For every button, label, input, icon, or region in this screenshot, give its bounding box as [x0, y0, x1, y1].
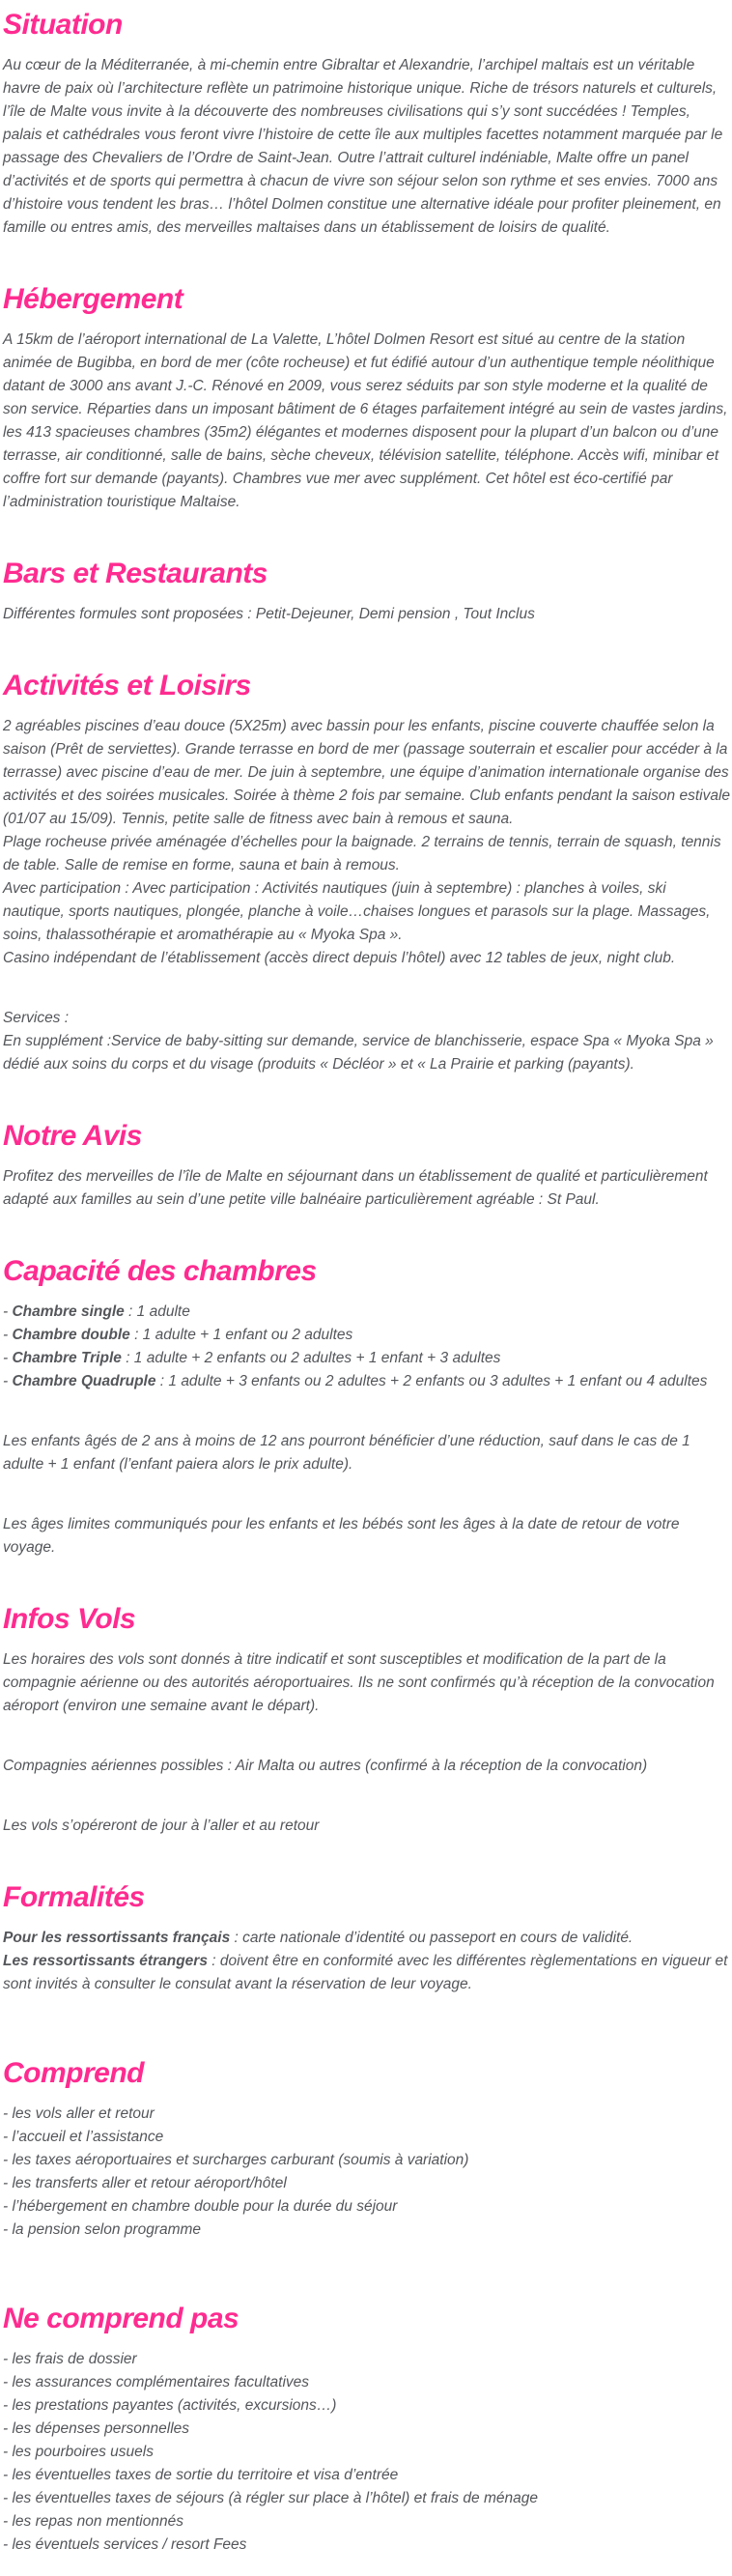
formalites-item-etrangers: [3, 1950, 730, 1996]
section-situation: [3, 8, 730, 240]
comprend-item: - la pension selon programme: [3, 2221, 202, 2238]
section-hebergement: [3, 282, 730, 514]
section-activites-loisirs: [3, 669, 730, 1076]
comprend-item: - les transferts aller et retour aéroport/hôtel: [3, 2175, 287, 2191]
comprend-item: - l’hébergement en chambre double pour la durée du séjour: [3, 2198, 398, 2215]
room-capacity-item-quadruple: [3, 1370, 730, 1393]
ne-comprend-pas-item: - les repas non mentionnés: [3, 2513, 183, 2530]
section-ne-comprend-pas: [3, 2302, 730, 2557]
section-heading-notre-avis: Notre Avis: [3, 1120, 142, 1152]
situation-paragraph: Au cœur de la Méditerranée, à mi-chemin entre Gibraltar et Alexandrie, l’archipel maltais est un véritable havre de paix où l’architecture reflète un patrimoine historique unique. Riche de trésors naturels et culturels, l’île de Malte vous invite à la découverte des nombreuses civilisations qui s’y sont succédées ! Temples, palais et cathédrales vous feront vivre l’histoire de cette île aux multiples facettes notamment marquée par le passage des Chevaliers de l’Ordre de Saint-Jean. Outre l’attrait culturel indéniable, Malte offre un panel d’activités et de sports qui permettra à chacun de vivre son séjour selon son rythme et ses envies. 7000 ans d’histoire vous tendent les bras… l’hôtel Dolmen constitue une alternative idéale pour profiter pleinement, en famille ou entres amis, des merveilles maltaises dans un établissement de loisirs de qualité.: [3, 57, 723, 236]
ne-comprend-pas-item: - les éventuelles taxes de sortie du territoire et visa d’entrée: [3, 2467, 399, 2483]
room-type: Chambre Quadruple: [12, 1373, 156, 1389]
room-type: Chambre double: [12, 1327, 130, 1343]
section-heading-activites-loisirs: Activités et Loisirs: [3, 670, 251, 701]
section-comprend: [3, 2056, 730, 2242]
spacer: [3, 1393, 730, 1430]
capacite-note-ages: Les âges limites communiqués pour les enfants et les bébés sont les âges à la date de retour de votre voyage.: [3, 1516, 680, 1556]
services-label: Services :: [3, 1010, 70, 1026]
ne-comprend-pas-item: - les frais de dossier: [3, 2351, 137, 2367]
comprend-item: - les taxes aéroportuaires et surcharges carburant (soumis à variation): [3, 2152, 469, 2168]
ne-comprend-pas-item: - les dépenses personnelles: [3, 2420, 190, 2437]
room-occupancy: : 1 adulte + 2 enfants ou 2 adultes + 1 enfant + 3 adultes: [121, 1350, 501, 1366]
vols-paragraph-compagnies: Compagnies aériennes possibles : Air Malta ou autres (confirmé à la réception de la convocation): [3, 1758, 648, 1774]
room-type: Chambre Triple: [12, 1350, 122, 1366]
section-heading-hebergement: Hébergement: [3, 283, 183, 315]
ne-comprend-pas-item: - les éventuelles taxes de séjours (à régler sur place à l’hôtel) et frais de ménage: [3, 2490, 538, 2506]
item-dash: -: [3, 1373, 13, 1389]
formalites-lead: Pour les ressortissants français: [3, 1930, 231, 1946]
formalites-text: : carte nationale d’identité ou passeport en cours de validité.: [230, 1930, 633, 1946]
ne-comprend-pas-item: - les prestations payantes (activités, excursions…): [3, 2397, 337, 2414]
section-capacite-chambres: [3, 1254, 730, 1560]
spacer: [3, 1718, 730, 1755]
activites-paragraph-participation: Avec participation : Avec participation : Activités nautiques (juin à septembre) : planches à voiles, ski nautique, sports nautiques, plongée, planche à voile…chaises longues et parasols sur la plage. Massages, soins, thalassothérapie et aromathérapie au « Myoka Spa ».: [3, 880, 711, 943]
section-heading-formalites: Formalités: [3, 1881, 145, 1913]
item-dash: -: [3, 1303, 13, 1320]
hebergement-paragraph: A 15km de l’aéroport international de La Valette, L’hôtel Dolmen Resort est situé au centre de la station animée de Bugibba, en bord de mer (côte rocheuse) et fut édifié autour d’un authentique temple néolithique datant de 3000 ans avant J.-C. Rénové en 2009, vous serez séduits par son style moderne et la qualité de son service. Réparties dans un imposant bâtiment de 6 étages parfaitement intégré au sein de vastes jardins, les 413 spacieuses chambres (35m2) élégantes et modernes disposent pour la plupart d’un balcon ou d’une terrasse, air conditionné, salle de bains, sèche cheveux, télévision satellite, téléphone. Accès wifi, minibar et coffre fort sur demande (payants). Chambres vue mer avec supplément. Cet hôtel est éco-certifié par l’administration touristique Maltaise.: [3, 331, 728, 510]
section-formalites: [3, 1880, 730, 1996]
section-heading-situation: Situation: [3, 9, 123, 41]
section-heading-infos-vols: Infos Vols: [3, 1603, 136, 1635]
section-heading-bars-restaurants: Bars et Restaurants: [3, 558, 267, 589]
comprend-item: - les vols aller et retour: [3, 2105, 155, 2122]
room-capacity-item-double: [3, 1324, 730, 1347]
room-capacity-item-triple: [3, 1347, 730, 1370]
activites-paragraph-piscines: 2 agréables piscines d’eau douce (5X25m) avec bassin pour les enfants, piscine couverte chauffée selon la saison (Prêt de serviettes). Grande terrasse en bord de mer (passage souterrain et escalier pour accéder à la terrasse) avec piscine d’eau de mer. De juin à septembre, une équipe d’animation internationale organise des activités et des soirées musicales. Soirée à thème 2 fois par semaine. Club enfants pendant la saison estivale (01/07 au 15/09). Tennis, petite salle de fitness avec bain à remous et sauna.: [3, 718, 731, 827]
activites-paragraph-plage: Plage rocheuse privée aménagée d’échelles pour la baignade. 2 terrains de tennis, terrain de squash, tennis de table. Salle de remise en forme, sauna et bain à remous.: [3, 834, 721, 873]
section-heading-capacite: Capacité des chambres: [3, 1255, 317, 1287]
ne-comprend-pas-item: - les éventuels services / resort Fees: [3, 2536, 247, 2553]
section-notre-avis: [3, 1119, 730, 1212]
avis-paragraph: Profitez des merveilles de l’île de Malte en séjournant dans un établissement de qualité et particulièrement adapté aux familles au sein d’une petite ville balnéaire particulièrement agréable : St Paul.: [3, 1168, 708, 1208]
room-occupancy: : 1 adulte + 3 enfants ou 2 adultes + 2 enfants ou 3 adultes + 1 enfant ou 4 adultes: [155, 1373, 708, 1389]
section-heading-comprend: Comprend: [3, 2057, 144, 2089]
vols-paragraph-jour: Les vols s’opéreront de jour à l’aller et au retour: [3, 1818, 320, 1834]
item-dash: -: [3, 1327, 13, 1343]
room-type: Chambre single: [12, 1303, 125, 1320]
spacer: [3, 1778, 730, 1815]
room-capacity-item-single: [3, 1301, 730, 1324]
item-dash: -: [3, 1350, 13, 1366]
section-bars-restaurants: [3, 557, 730, 626]
spacer: [3, 1476, 730, 1513]
ne-comprend-pas-item: - les assurances complémentaires facultatives: [3, 2374, 310, 2390]
comprend-item: - l’accueil et l’assistance: [3, 2129, 164, 2145]
ne-comprend-pas-item: - les pourboires usuels: [3, 2444, 154, 2460]
formalites-lead: Les ressortissants étrangers: [3, 1953, 208, 1969]
room-occupancy: : 1 adulte: [124, 1303, 190, 1320]
activites-paragraph-casino: Casino indépendant de l’établissement (accès direct depuis l’hôtel) avec 12 tables de jeux, night club.: [3, 950, 676, 966]
capacite-note-reduction: Les enfants âgés de 2 ans à moins de 12 ans pourront bénéficier d’une réduction, sauf dans le cas de 1 adulte + 1 enfant (l’enfant paiera alors le prix adulte).: [3, 1433, 690, 1473]
bars-paragraph: Différentes formules sont proposées : Petit-Dejeuner, Demi pension , Tout Inclus: [3, 606, 535, 622]
formalites-item-francais: [3, 1927, 730, 1950]
vols-paragraph-horaires: Les horaires des vols sont donnés à titre indicatif et sont susceptibles et modification de la part de la compagnie aérienne ou des autorités aéroportuaires. Ils ne sont confirmés qu’à réception de la convocation aéroport (environ une semaine avant le départ).: [3, 1651, 715, 1714]
spacer: [3, 970, 730, 1007]
section-heading-ne-comprend-pas: Ne comprend pas: [3, 2303, 239, 2334]
room-occupancy: : 1 adulte + 1 enfant ou 2 adultes: [129, 1327, 353, 1343]
formalites-text: : doivent être en conformité avec les différentes règlementations en vigueur et sont invités à consulter le consulat avant la réservation de leur voyage.: [3, 1953, 728, 1992]
services-paragraph: En supplément :Service de baby-sitting sur demande, service de blanchisserie, espace Spa « Myoka Spa » dédié aux soins du corps et du visage (produits « Décléor » et « La Prairie et parking (payants).: [3, 1033, 714, 1073]
section-infos-vols: [3, 1602, 730, 1838]
